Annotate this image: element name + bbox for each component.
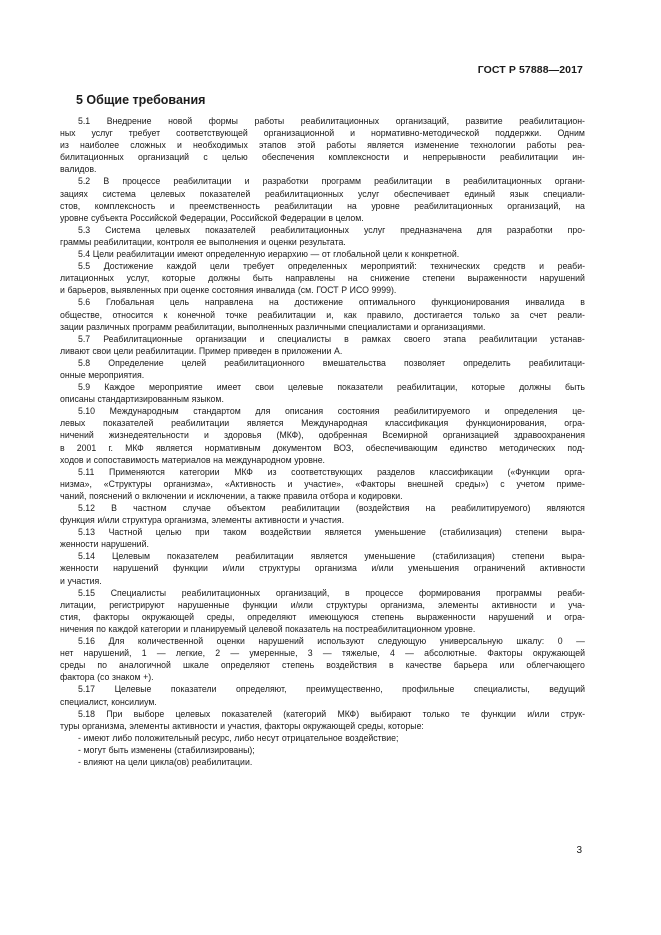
text-line: ничений жизнедеятельности и здоровья (МКФ), одобренная Всемирной организацией здравоохранения [60, 430, 585, 441]
text-line: в 2001 г. МКФ является нормативным документом ВОЗ, обеспечивающим единство методических под- [60, 442, 585, 453]
text-line: ных услуг требует соответствующей организационной и нормативно-методической поддержки. Одним [60, 128, 585, 139]
text-line: чаний, пояснений о включении и исключении, а также правила отбора и кодировки. [60, 490, 403, 501]
text-line: из наиболее сложных и необходимых этапов этой работы является изменение технологии работы реа- [60, 140, 585, 151]
text-line: и барьеров, выявленных при оценке состояния инвалида (см. ГОСТ Р ИСО 9999). [60, 285, 397, 296]
document-body [60, 115, 585, 768]
text-line: 5.6 Глобальная цель направлена на достижение оптимального функционирования инвалида в [78, 297, 585, 308]
text-line: стия, факторы окружающей среды, определяют имеющуюся степень выраженности нарушений и огра- [60, 611, 585, 622]
text-line: левых показателей реабилитации является Международная классификация функционирования, огра- [60, 418, 585, 429]
text-line: литации, регистрируют нарушенные функции и/или структуры организма, элементы активности и уча- [60, 599, 585, 610]
text-line: стов, комплексность и преемственность реабилитации на уровне реабилитационных организаций, на [60, 200, 585, 211]
text-line: 5.16 Для количественной оценки нарушений используют следующую универсальную шкалу: 0 — [78, 636, 585, 647]
text-line: - имеют либо положительный ресурс, либо несут отрицательное воздействие; [78, 732, 399, 743]
text-line: 5.10 Международным стандартом для описания состояния реабилитируемого и определения це- [78, 406, 585, 417]
text-line: нет нарушений, 1 — легкие, 2 — умеренные, 3 — тяжелые, 4 — абсолютные. Факторы окружающей [60, 648, 585, 659]
text-line: 5.2 В процессе реабилитации и разработки программ реабилитации в реабилитационных органи- [78, 176, 585, 187]
text-line: 5.3 Система целевых показателей реабилитационных услуг предназначена для разработки про- [78, 224, 585, 235]
text-line: 5.18 При выборе целевых показателей (категорий МКФ) выбирают только те функции и/или струк- [78, 708, 585, 719]
text-line: 5.13 Частной целью при таком воздействии является уменьшение (стабилизация) степени выра- [78, 527, 585, 538]
text-line: 5.17 Целевые показатели определяют, преимущественно, профильные специалисты, ведущий [78, 684, 585, 695]
text-line: 5.1 Внедрение новой формы работы реабилитационных организаций, развитие реабилитацион- [78, 116, 585, 126]
section-title: 5 Общие требования [76, 93, 206, 107]
text-line: ливают свои цели реабилитации. Пример приведен в приложении А. [60, 345, 343, 356]
text-line: и участия. [60, 575, 102, 586]
text-line: граммы реабилитации, контроля ее выполнения и оценки результата. [60, 236, 346, 247]
document-header: ГОСТ Р 57888—2017 [477, 64, 583, 76]
text-line: туры организма, элементы активности и участия, факторы окружающей среды, которые: [60, 720, 424, 731]
text-line: низма», «Структуры организма», «Активность и участие», «Факторы внешней среды») с учетом приме- [60, 478, 585, 489]
text-line: - могут быть изменены (стабилизированы); [78, 744, 255, 755]
text-line: 5.15 Специалисты реабилитационных организаций, в процессе формирования программы реаби- [78, 587, 585, 598]
text-line: 5.11 Применяются категории МКФ из соответствующих разделов классификации («Функции орга- [78, 466, 585, 477]
text-line: фактора (со знаком +). [60, 672, 154, 683]
text-line: зации различных программ реабилитации, выполненных различными специалистами и организациями. [60, 321, 486, 332]
text-line: ходов и сопоставимость материалов на международном уровне. [60, 454, 325, 465]
text-line: зациях система целевых показателей реабилитационных услуг обеспечивает единый язык специали- [60, 188, 585, 199]
text-line: ничения по каждой категории и планируемый целевой показатель на постреабилитационном уровне. [60, 623, 476, 634]
text-line: билитационных организаций с целью обеспечения комплексности и непрерывности реабилитации ин- [60, 152, 585, 163]
text-line: специалист, консилиум. [60, 696, 157, 707]
text-line: 5.4 Цели реабилитации имеют определенную иерархию — от глобальной цели к конкретной. [78, 249, 460, 260]
text-line: среды по аналогичной шкале определяют степень воздействия в качестве барьера или облегчающего [60, 660, 585, 671]
text-line: 5.14 Целевым показателем реабилитации является уменьшение (стабилизация) степени выра- [78, 551, 585, 562]
text-line: 5.9 Каждое мероприятие имеет свои целевые показатели реабилитации, которые должны быть [78, 382, 585, 393]
text-line: 5.5 Достижение каждой цели требует определенных мероприятий: технических средств и реаби- [78, 261, 585, 272]
text-line: 5.7 Реабилитационные организации и специалисты в рамках своего этапа реабилитации устанав- [78, 333, 585, 344]
text-line: 5.8 Определение целей реабилитационного вмешательства позволяет определить реабилитаци- [78, 357, 585, 368]
text-line: 5.12 В частном случае объектом реабилитации (воздействия на реабилитируемого) являются [78, 503, 585, 513]
text-line: онные мероприятия. [60, 369, 145, 380]
text-line: функция и/или структура организма, элементы активности и участия. [60, 515, 345, 526]
text-line: женности нарушений функции и/или структуры организма и/или уменьшения ограничений активности [60, 563, 585, 574]
text-line: описаны стандартизированным языком. [60, 394, 224, 405]
text-line: - влияют на цели цикла(ов) реабилитации. [78, 756, 253, 767]
text-line: уровне субъекта Российской Федерации, Российской Федерации в целом. [60, 212, 364, 223]
text-line: валидов. [60, 164, 97, 175]
text-line: литационных услуг, которые должны быть направлены на снижение степени выраженности нарушений [60, 273, 585, 284]
page-number: 3 [576, 845, 582, 856]
text-line: обществе, относится к конечной точке реабилитации и, как правило, достигается только за счет реали- [60, 309, 585, 320]
text-line: женности нарушений. [60, 539, 149, 550]
